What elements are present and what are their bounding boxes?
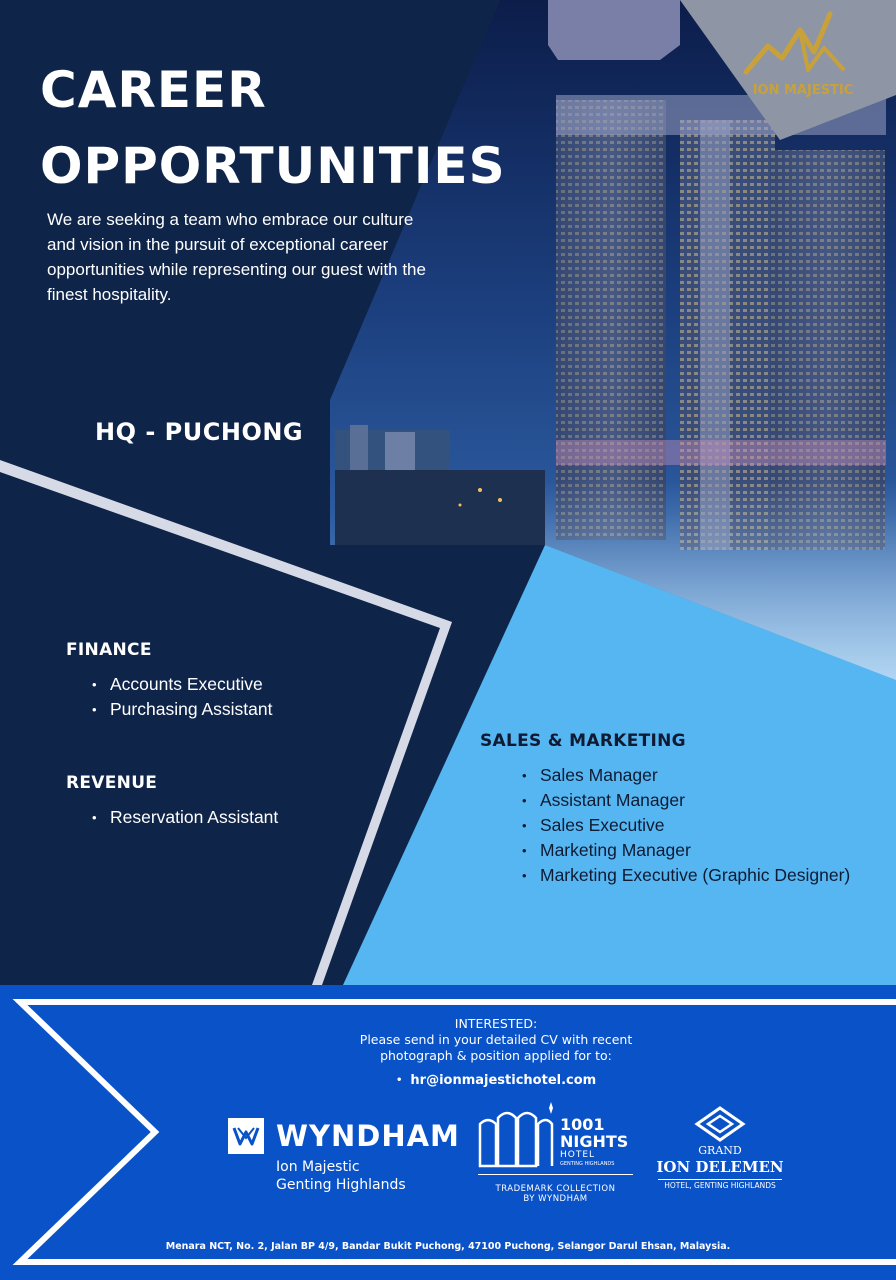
job-item: • Reservation Assistant <box>92 805 278 830</box>
intro-paragraph: We are seeking a team who embrace our culture and vision in the pursuit of exceptional career opportunities while representing our guest with the finest hospitality. <box>47 210 426 304</box>
footer-address: Menara NCT, No. 2, Jalan BP 4/9, Bandar Bukit Puchong, 47100 Puchong, Selangor Darul Ehsan, Malaysia. <box>165 1241 731 1252</box>
job-item: • Purchasing Assistant <box>92 697 272 722</box>
contact-email-text[interactable]: hr@ionmajestichotel.com <box>410 1073 597 1088</box>
title-line-1: CAREER <box>40 61 267 119</box>
wyndham-sub-1: Ion Majestic <box>276 1159 360 1175</box>
instruction-line-2: photograph & position applied for to: <box>380 1048 612 1063</box>
title-line-2: OPPORTUNITIES <box>40 137 506 195</box>
ion-majestic-logo <box>738 8 868 113</box>
delemen-line-1: GRAND <box>698 1144 742 1157</box>
job-item: • Assistant Manager <box>522 788 850 813</box>
job-item: • Accounts Executive <box>92 672 272 697</box>
nights-line-4: GENTING HIGHLANDS <box>560 1161 615 1167</box>
revenue-section <box>66 773 278 830</box>
instruction-line-1: Please send in your detailed CV with recent <box>359 1032 633 1047</box>
job-item: • Sales Manager <box>522 763 850 788</box>
wyndham-name: WYNDHAM <box>276 1119 460 1153</box>
job-item: • Sales Executive <box>522 813 850 838</box>
sales-marketing-job-list <box>522 763 850 888</box>
revenue-job-list <box>92 805 278 830</box>
delemen-line-3: HOTEL, GENTING HIGHLANDS <box>664 1181 776 1190</box>
revenue-heading: REVENUE <box>66 773 158 793</box>
delemen-emblem-icon <box>693 1106 747 1144</box>
job-item: • Marketing Manager <box>522 838 850 863</box>
grand-ion-delemen-logo <box>650 1106 790 1192</box>
wyndham-sub-2: Genting Highlands <box>276 1177 406 1193</box>
interested-label: INTERESTED: <box>454 1016 538 1031</box>
sales-marketing-heading: SALES & MARKETING <box>480 731 686 751</box>
1001-nights-logo <box>478 1100 638 1204</box>
nights-line-3: HOTEL <box>560 1150 596 1160</box>
palace-arches-icon <box>478 1100 554 1168</box>
nights-line-1: 1001 <box>560 1115 605 1134</box>
page-title <box>40 52 506 204</box>
footer-instructions <box>296 1016 696 1064</box>
contact-email[interactable]: • hr@ionmajestichotel.com <box>396 1073 597 1088</box>
location-heading: HQ - PUCHONG <box>95 418 304 446</box>
nights-tag-2: BY WYNDHAM <box>523 1194 588 1204</box>
finance-section <box>66 640 272 722</box>
delemen-line-2: ION DELEMEN <box>656 1158 784 1176</box>
finance-heading: FINANCE <box>66 640 152 660</box>
nights-tag-1: TRADEMARK COLLECTION <box>495 1184 616 1194</box>
logo-brand-name: ION MAJESTIC <box>752 83 854 98</box>
finance-job-list <box>92 672 272 722</box>
nights-line-2: NIGHTS <box>560 1132 629 1151</box>
wyndham-logo <box>228 1118 468 1194</box>
sales-marketing-section <box>480 731 850 888</box>
wyndham-emblem-icon <box>228 1118 264 1154</box>
job-item: • Marketing Executive (Graphic Designer) <box>522 863 850 888</box>
